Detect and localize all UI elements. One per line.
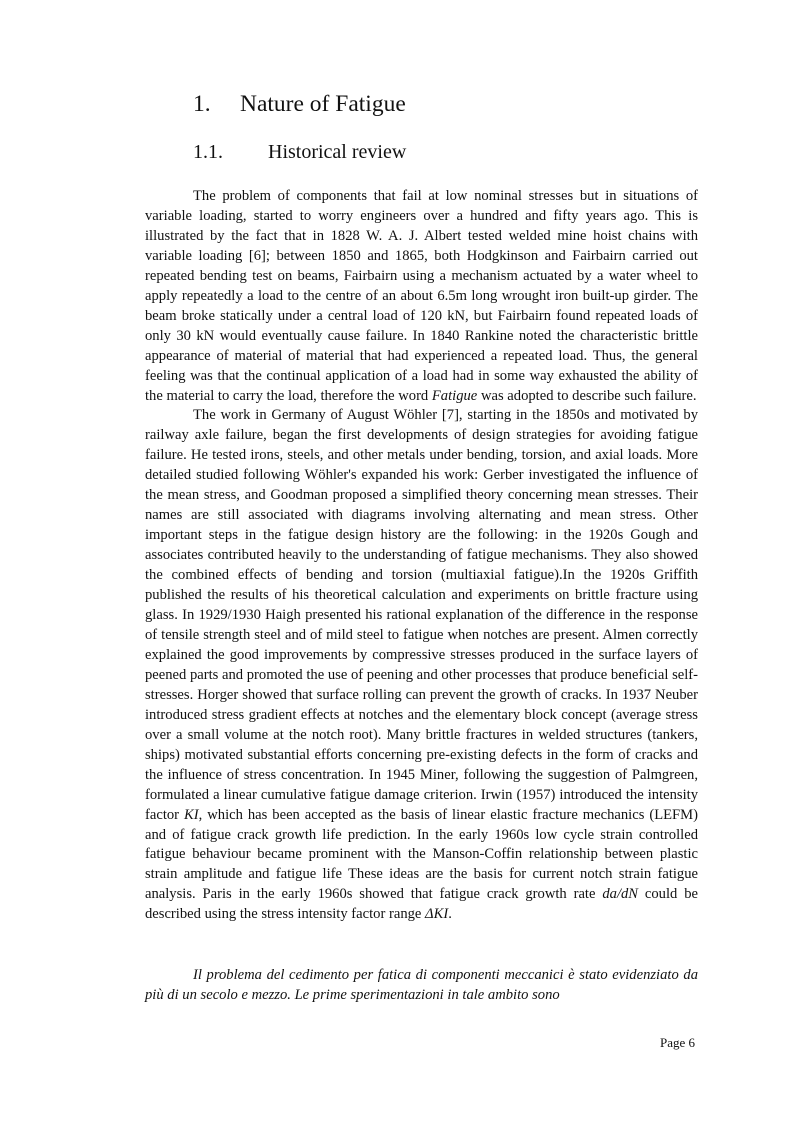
chapter-title: Nature of Fatigue (240, 91, 406, 117)
math-delta-KI: ΔKI (425, 906, 449, 923)
paragraph-italian: Il problema del cedimento per fatica di componenti meccanici è stato evidenziato da più di un secolo e mezzo. Le prime sperimentazioni in tale ambito sono (145, 967, 698, 1003)
chapter-heading (193, 91, 406, 118)
paragraph-historical-2 (145, 406, 698, 925)
paragraph-text: , which has been accepted as the basis of linear elastic fracture mechanics (LEFM) and of fatigue crack growth life prediction. In the early 1960s low cycle strain controlled fatigue behaviour became prominent with the Manson-Coffin relationship between plastic strain amplitude and fatigue life These ideas are the basis for current notch strain fatigue analysis. Paris in the early 1960s showed that fatigue crack growth rate (145, 806, 699, 903)
section-title: Historical review (268, 141, 407, 163)
math-da-dN: da/dN (602, 886, 639, 903)
paragraph-text: . (448, 906, 452, 923)
chapter-number: 1. (193, 91, 211, 117)
paragraph-historical-1 (145, 187, 698, 406)
math-KI: KI (184, 806, 199, 823)
section-number: 1.1. (193, 141, 223, 163)
section-heading (193, 141, 406, 164)
page-number: Page 6 (660, 1035, 696, 1050)
paragraph-text: The problem of components that fail at low nominal stresses but in situations of variable loading, started to worry engineers over a hundred and fifty years ago. This is illustrated by the fact that in 1828 W. A. J. Albert tested welded mine hoist chains with variable loading [6]; between 1850 and 1865, both Hodgkinson and Fairbairn carried out repeated bending test on beams, Fairbairn using a mechanism actuated by a water wheel to apply repeatedly a load to the centre of an about 6.5m long wrought iron built-up girder. The beam broke statically under a central load of 120 kN, but Fairbairn found repeated loads of only 30 kN would eventually cause failure. In 1840 Rankine noted the characteristic brittle appearance of material of material that had experienced a repeated load. Thus, the general feeling was that the continual application of a load had in some way exhausted the ability of the material to carry the load, therefore the word (145, 188, 698, 404)
paragraph-text: The work in Germany of August Wöhler [7], starting in the 1850s and motivated by railway axle failure, began the first developments of design strategies for avoiding fatigue failure. He tested irons, steels, and other metals under bending, torsion, and axial loads. More detailed studied following Wöhler's expanded his work: Gerber investigated the influence of the mean stress, and Goodman proposed a simplified theory concerning mean stresses. Their names are still associated with diagrams involving alternating and mean stress. Other important steps in the fatigue design history are the following: in the 1920s Gough and associates contributed heavily to the understanding of fatigue mechanisms. They also showed the combined effects of bending and torsion (multiaxial fatigue).In the 1920s Griffith published the results of his theoretical calculation and experiments on brittle fracture using glass. In 1929/1930 Haigh presented his rational explanation of the difference in the response of tensile strength steel and of mild steel to fatigue when notches are present. Almen correctly explained the good improvements by compressive stresses produced in the surface layers of peened parts and promoted the use of peening and other processes that produce beneficial self-stresses. Horger showed that surface rolling can prevent the growth of cracks. In 1937 Neuber introduced stress gradient effects at notches and the elementary block concept (average stress over a small volume at the notch root). Many brittle fractures in welded structures (tankers, ships) motivated substantial efforts concerning pre-existing defects in the form of cracks and the influence of stress concentration. In 1945 Miner, following the suggestion of Palmgreen, formulated a linear cumulative fatigue damage criterion. Irwin (1957) introduced the intensity factor (145, 407, 698, 823)
paragraph-text: was adopted to describe such failure. (480, 387, 697, 404)
body-text (145, 187, 698, 925)
italic-term-fatigue: Fatigue (431, 387, 478, 404)
paragraph-text: could be described using the stress intensity factor range (145, 886, 698, 923)
